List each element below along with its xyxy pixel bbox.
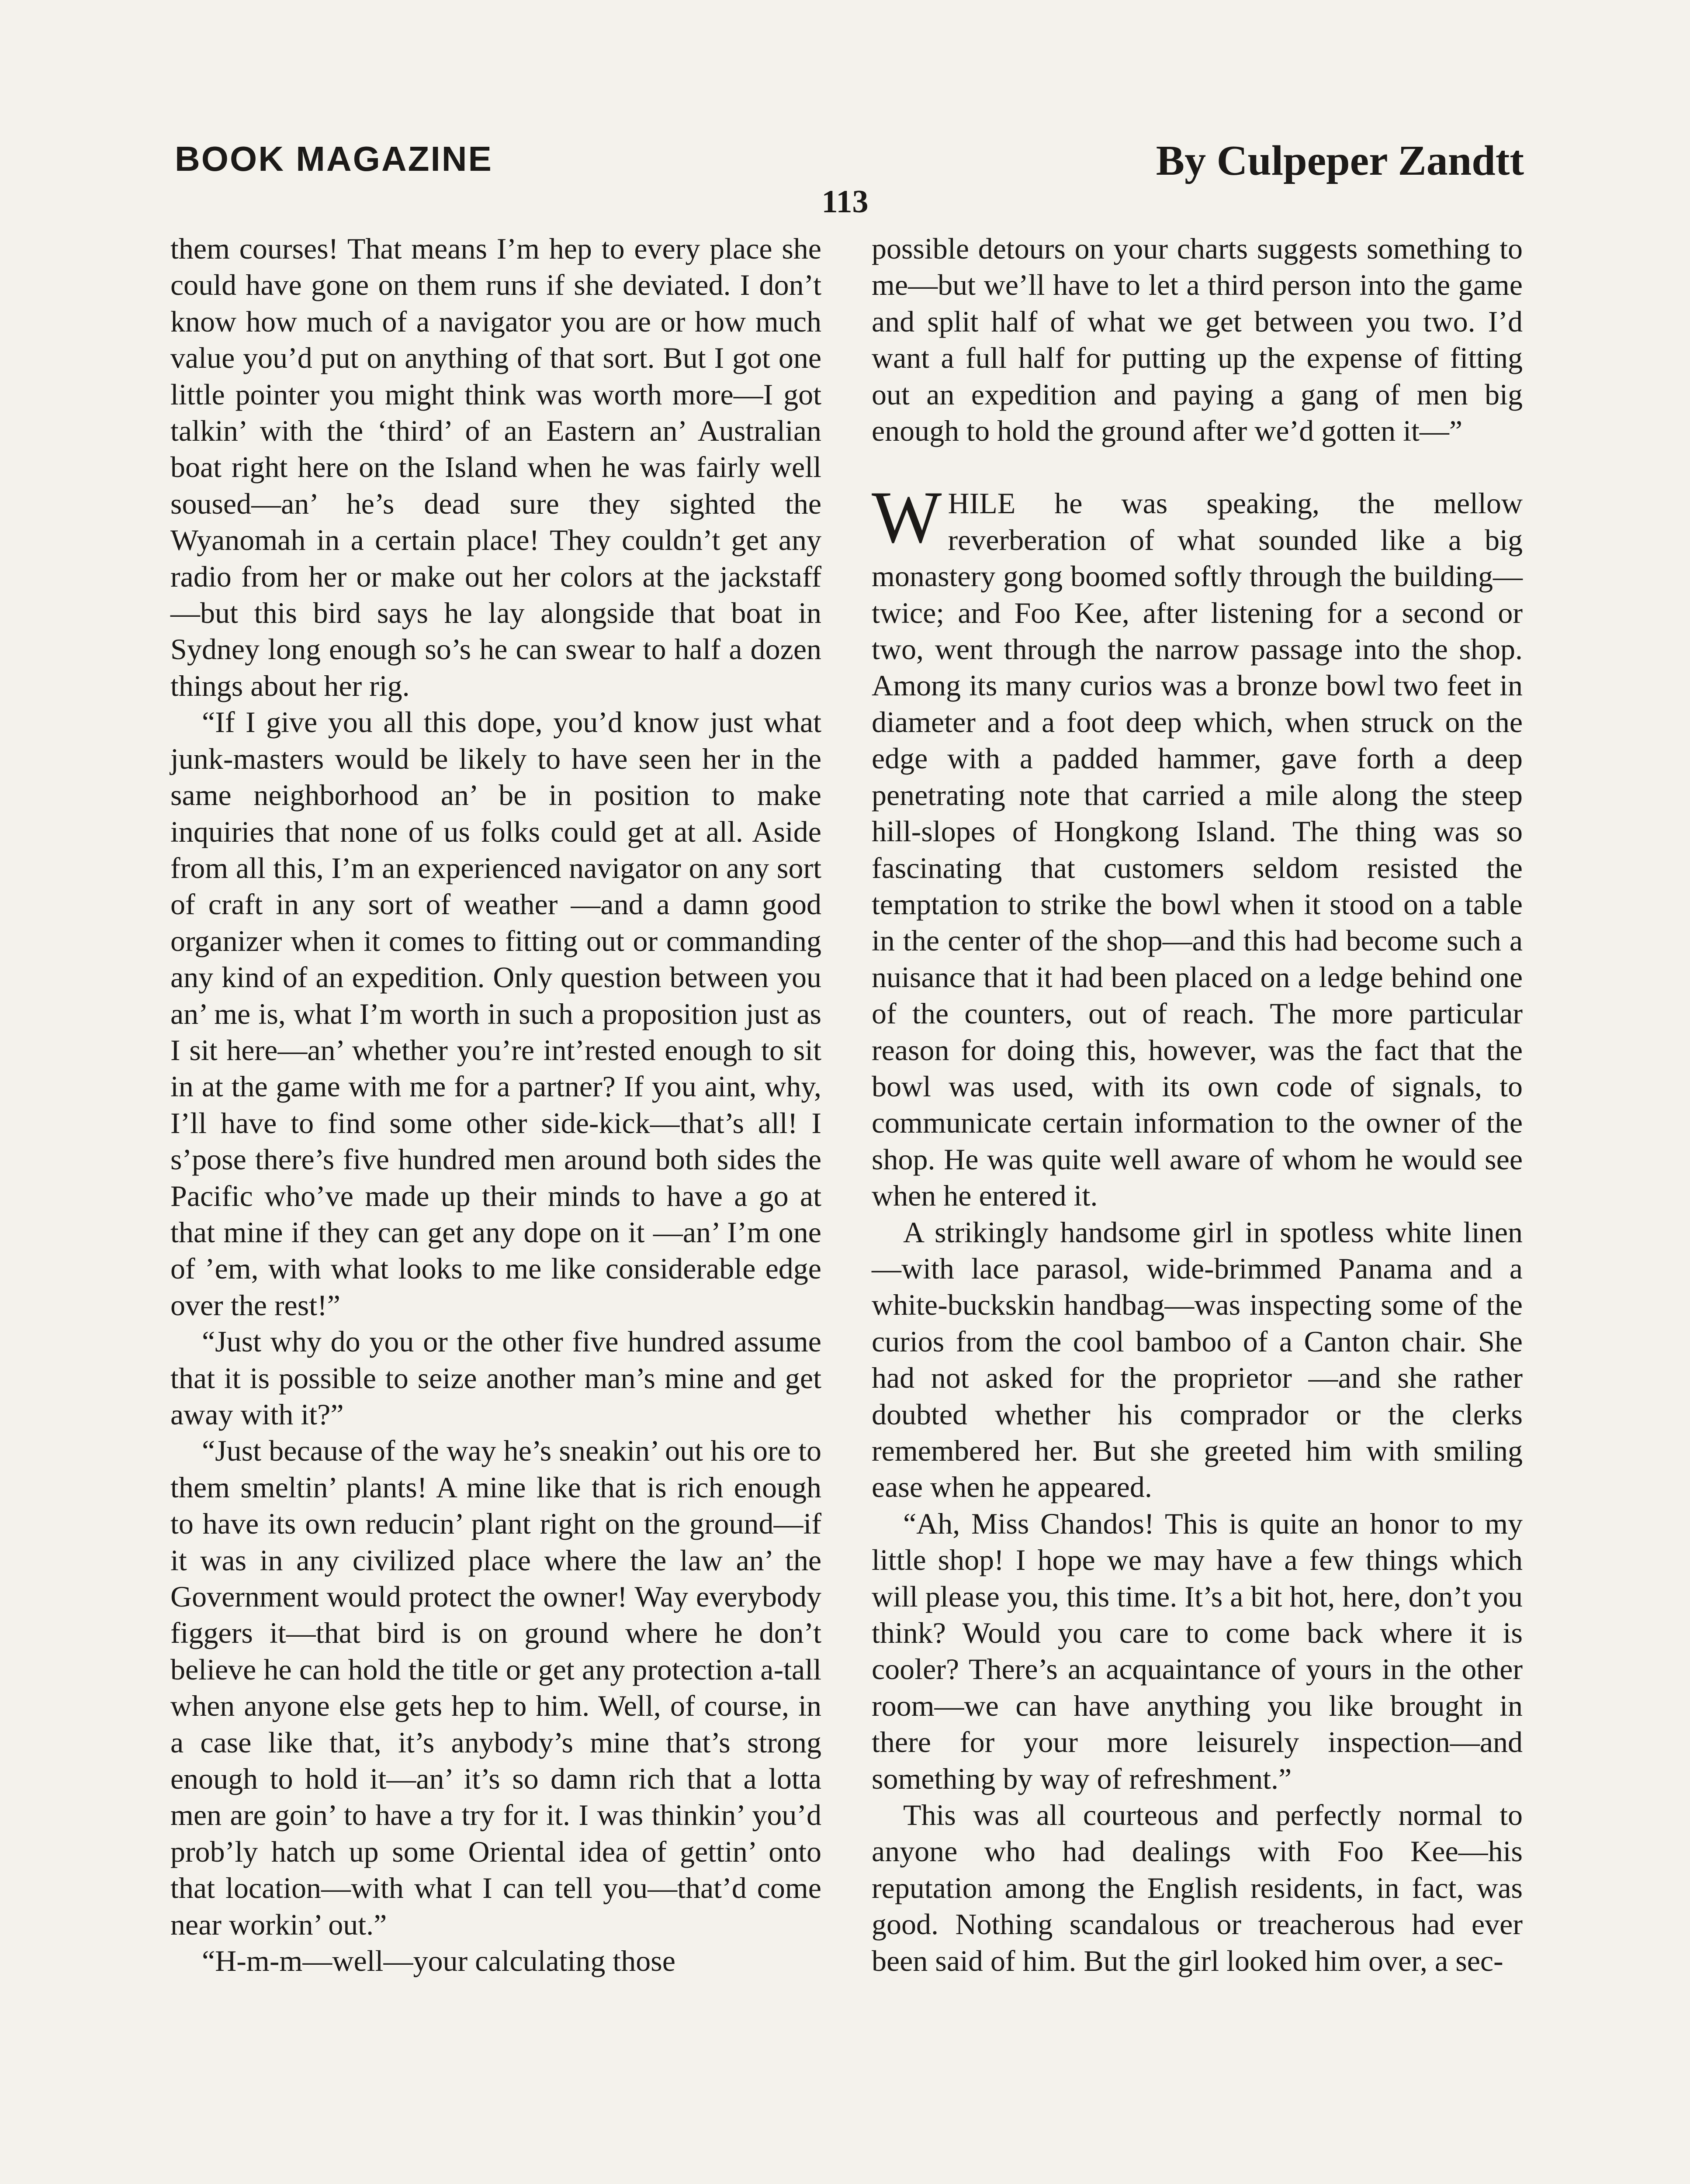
paragraph: A strikingly handsome girl in spotless white linen—with lace parasol, wide-brimmed Panama and a white-buckskin handbag—was inspecting some of the curios from the cool bamboo of a Canton chair. She had not asked for the proprietor —and she rather doubted whether his comprador or the clerks remembered her. But she greeted him with smiling ease when he appeared.: [872, 1215, 1523, 1504]
paragraph: them courses! That means I’m hep to every place she could have gone on them runs if she deviated. I don’t know how much of a navigator you are or how much value you’d put on anything of that sort. But I got one little pointer you might think was worth more—I got talkin’ with the ‘third’ of an Eastern an’ Australian boat right here on the Island when he was fairly well soused—an’ he’s dead sure they sighted the Wyanomah in a certain place! They couldn’t get any radio from her or make out her colors at the jackstaff—but this bird says he lay alongside that boat in Sydney long enough so’s he can swear to half a dozen things about her rig.: [170, 232, 821, 702]
magazine-title: BOOK MAGAZINE: [175, 139, 493, 178]
paragraph: possible detours on your charts suggests something to me—but we’ll have to let a third person into the game and split half of what we get between you two. I’d want a full half for putting up the expense of fitting out an expedition and paying a gang of men big enough to hold the ground after we’d gotten it—”: [872, 232, 1523, 448]
right-column: [872, 231, 1523, 1979]
drop-cap-paragraph: WHILE he was speaking, the mellow reverberation of what sounded like a big monastery gong boomed softly through the building—twice; and Foo Kee, after listening for a second or two, went through the narrow passage into the shop. Among its many curios was a bronze bowl two feet in diameter and a foot deep which, when struck on the edge with a padded hammer, gave forth a deep penetrating note that carried a mile along the steep hill-slopes of Hongkong Island. The thing was so fascinating that customers seldom resisted the temptation to strike the bowl when it stood on a table in the center of the shop—and this had become such a nuisance that it had been placed on a ledge behind one of the counters, out of reach. The more particular reason for doing this, however, was the fact that the bowl was used, with its own code of signals, to communicate certain information to the owner of the shop. He was quite well aware of whom he would see when he entered it.: [872, 476, 1523, 1213]
paragraph: This was all courteous and perfectly normal to anyone who had dealings with Foo Kee—his reputation among the English residents, in fact, was good. Nothing scandalous or treacherous had ever been said of him. But the girl looked him over, a sec-: [872, 1798, 1523, 1977]
paragraph: “H-m-m—well—your calculating those: [202, 1944, 675, 1978]
author-byline: By Culpeper Zandtt: [1156, 137, 1524, 184]
paragraph: “If I give you all this dope, you’d know just what junk-masters would be likely to have seen her in the same neighborhood an’ be in position to make inquiries that none of us folks could get at all. Aside from all this, I’m an experienced navigator on any sort of craft in any sort of weather —and a damn good organizer when it comes to fitting out or commanding any kind of an expedition. Only question between you an’ me is, what I’m worth in such a proposition just as I sit here—an’ whether you’re int’rested enough to sit in at the game with me for a partner? If you aint, why, I’ll have to find some other side-kick—that’s all! I s’pose there’s five hundred men around both sides the Pacific who’ve made up their minds to have a go at that mine if they can get any dope on it —an’ I’m one of ’em, with what looks to me like considerable edge over the rest!”: [170, 705, 821, 1322]
paragraph: “Just because of the way he’s sneakin’ out his ore to them smeltin’ plants! A mine like that is rich enough to have its own reducin’ plant right on the ground—if it was in any civilized place where the law an’ the Government would protect the owner! Way everybody figgers it—that bird is on ground where he don’t believe he can hold the title or get any protection a-tall when anyone else gets hep to him. Well, of course, in a case like that, it’s anybody’s mine that’s strong enough to hold it—an’ it’s so damn rich that a lotta men are goin’ to have a try for it. I was thinkin’ you’d prob’ly hatch up some Oriental idea of gettin’ onto that location—with what I can tell you—that’d come near workin’ out.”: [170, 1434, 821, 1941]
paragraph: “Just why do you or the other five hundred assume that it is possible to seize another man’s mine and get away with it?”: [170, 1325, 821, 1431]
page-number: 113: [821, 184, 869, 220]
left-column: [170, 231, 821, 1980]
paragraph: “Ah, Miss Chandos! This is quite an honor to my little shop! I hope we may have a few things which will please you, this time. It’s a bit hot, here, don’t you think? Would you care to come back where it is cooler? There’s an acquaintance of yours in the other room—we can have anything you like brought in there for your more leisurely inspection—and something by way of refreshment.”: [872, 1507, 1523, 1795]
